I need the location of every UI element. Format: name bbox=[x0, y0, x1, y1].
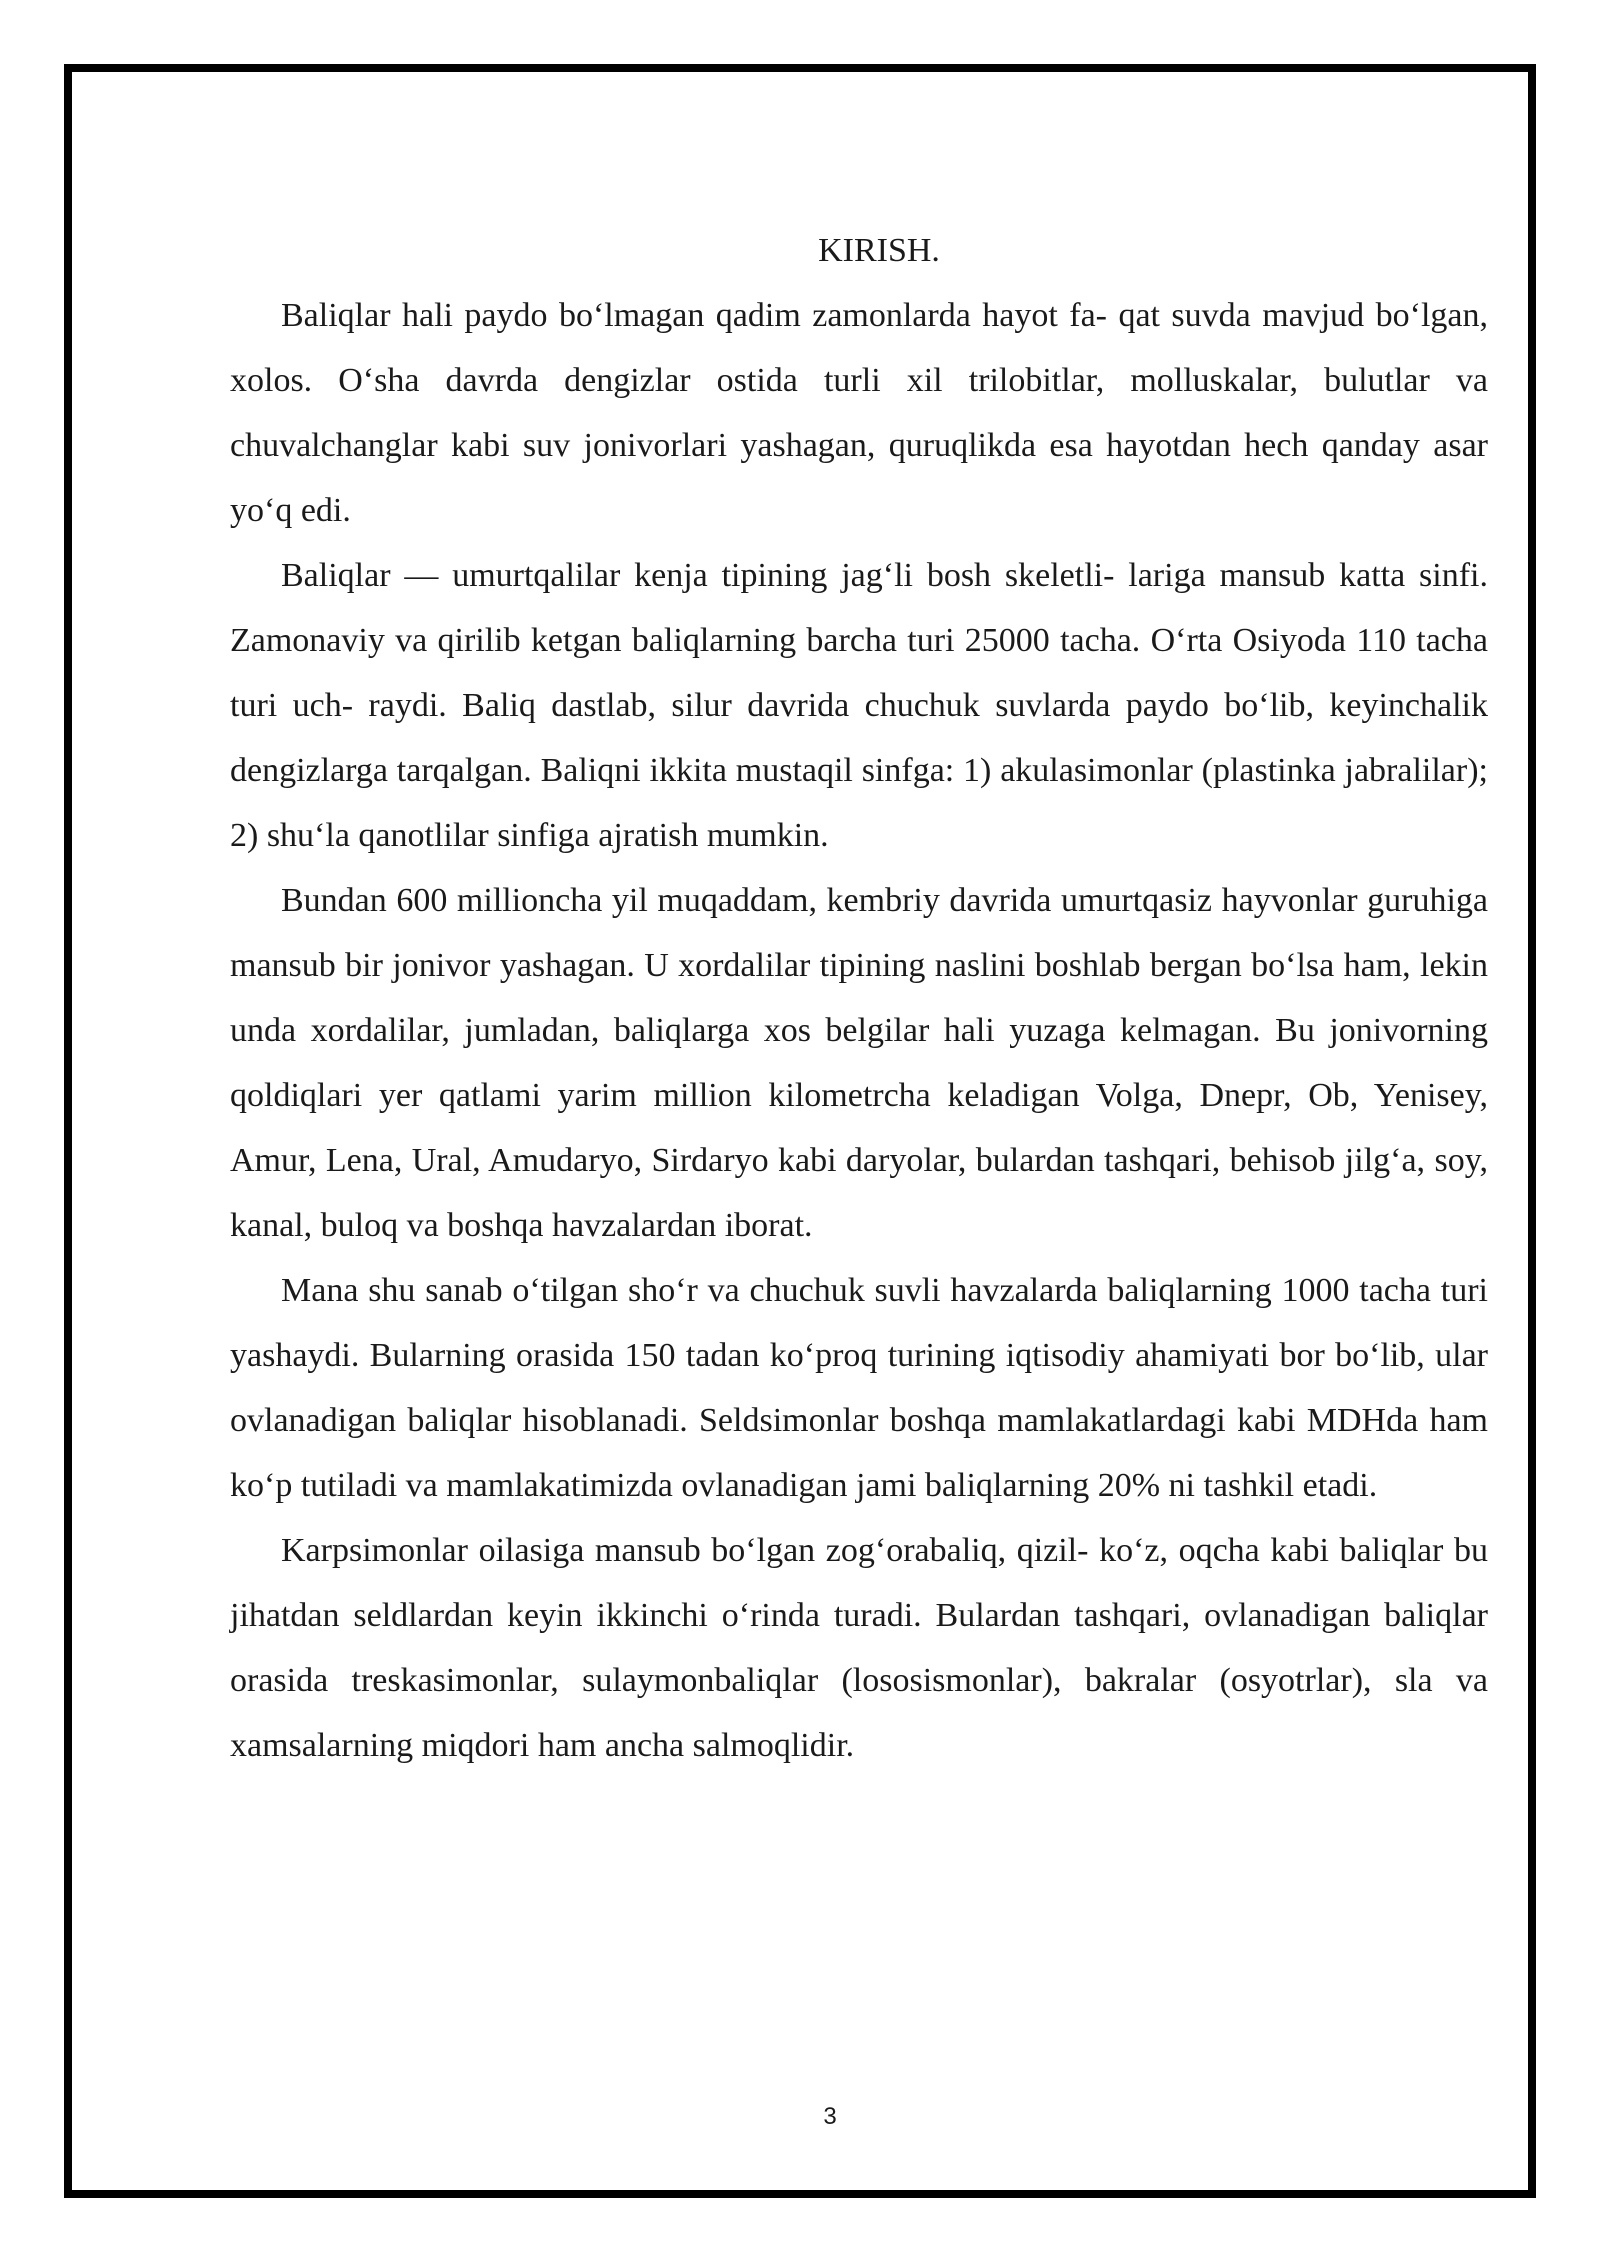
paragraph-5: Karpsimonlar oilasiga mansub boʻlgan zogʻorabaliq, qizil- koʻz, oqcha kabi baliqlar bu jihatdan seldlardan keyin ikkinchi oʻrinda turadi. Bulardan tashqari, ovlanadigan baliqlar orasida treskasimonlar, sulaymonbaliqlar (lososismonlar), bakralar (osyotrlar), sla va xamsalarning miqdori ham ancha salmoqlidir. bbox=[230, 1532, 1488, 1764]
paragraph-3: Bundan 600 millioncha yil muqaddam, kembriy davrida umurtqasiz hayvonlar guruhiga mansub bir jonivor yashagan. U xordalilar tipining naslini boshlab bergan boʻlsa ham, lekin unda xordalilar, jumladan, baliqlarga xos belgilar hali yuzaga kelmagan. Bu jonivorning qoldiqlari yer qatlami yarim million kilometrcha keladigan Volga, Dnepr, Ob, Yenisey, Amur, Lena, Ural, Amudaryo, Sirdaryo kabi daryolar, bulardan tashqari, behisob jilgʻa, soy, kanal, buloq va boshqa havzalardan iborat. bbox=[230, 882, 1488, 1244]
page-number: 3 bbox=[823, 2103, 837, 2130]
document-body bbox=[230, 218, 1488, 1778]
paragraph-4: Mana shu sanab oʻtilgan shoʻr va chuchuk suvli havzalarda baliqlarning 1000 tacha turi yashaydi. Bularning orasida 150 tadan koʻproq turining iqtisodiy ahamiyati bor boʻlib, ular ovlanadigan baliqlar hisoblanadi. Seldsimonlar boshqa mamlakatlardagi kabi MDHda ham koʻp tutiladi va mamlakatimizda ovlanadigan jami baliqlarning 20% ni tashkil etadi. bbox=[230, 1272, 1488, 1504]
paragraph-2: Baliqlar — umurtqalilar kenja tipining jagʻli bosh skeletli- lariga mansub katta sinfi. Zamonaviy va qirilib ketgan baliqlarning barcha turi 25000 tacha. Oʻrta Osiyoda 110 tacha turi uch- raydi. Baliq dastlab, silur davrida chuchuk suvlarda paydo boʻlib, keyinchalik dengizlarga tarqalgan. Baliqni ikkita mustaqil sinfga: 1) akulasimonlar (plastinka jabralilar); 2) shuʻla qanotlilar sinfiga ajratish mumkin. bbox=[230, 557, 1488, 854]
paragraph-1: Baliqlar hali paydo boʻlmagan qadim zamonlarda hayot fa- qat suvda mavjud boʻlgan, xolos. Oʻsha davrda dengizlar ostida turli xil trilobitlar, molluskalar, bulutlar va chuvalchanglar kabi suv jonivorlari yashagan, quruqlikda esa hayotdan hech qanday asar yoʻq edi. bbox=[230, 297, 1488, 529]
document-title: KIRISH. bbox=[818, 232, 940, 269]
